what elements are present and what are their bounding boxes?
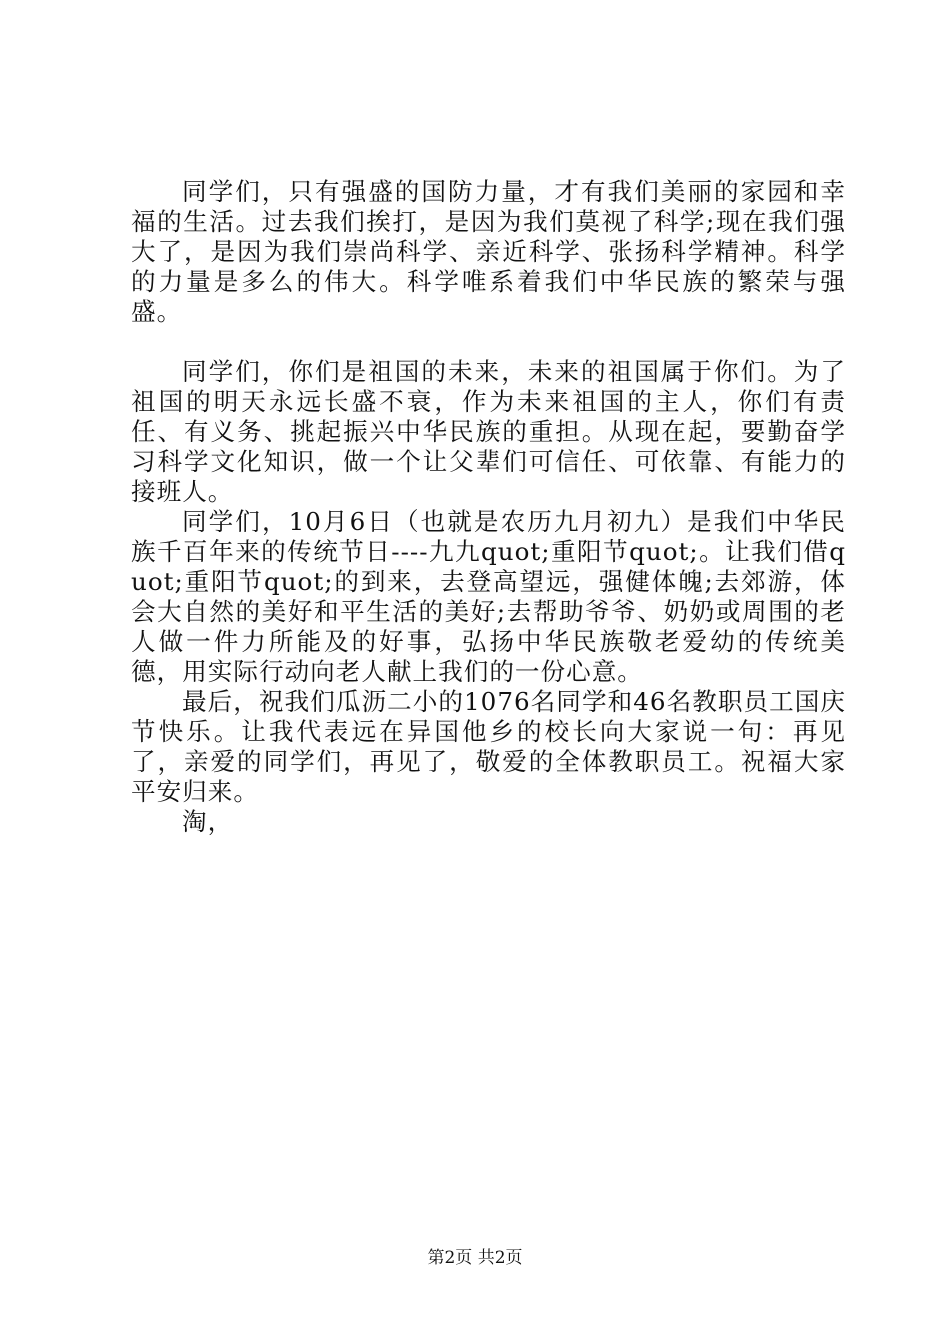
paragraph-defense: 同学们，只有强盛的国防力量，才有我们美丽的家园和幸福的生活。过去我们挨打，是因为我们莫视了科学;现在我们强大了，是因为我们崇尚科学、亲近科学、张扬科学精神。科学的力量是多么的伟大。科学唯系着我们中华民族的繁荣与强盛。 [131, 177, 846, 326]
page-number-footer: 第2页 共2页 [427, 1248, 523, 1268]
document-body [131, 177, 846, 837]
paragraph-spacer [131, 327, 846, 357]
paragraph-fragment: 淘， [182, 807, 234, 836]
paragraph-double-ninth: 同学们，10月6日（也就是农历九月初九）是我们中华民族千百年来的传统节日----九九quot;重阳节quot;。让我们借quot;重阳节quot;的到来，去登高望远，强健体魄;去郊游，体会大自然的美好和平生活的美好;去帮助爷爷、奶奶或周围的老人做一件力所能及的好事，弘扬中华民族敬老爱幼的传统美德，用实际行动向老人献上我们的一份心意。 [131, 507, 846, 686]
paragraph-future: 同学们，你们是祖国的未来，未来的祖国属于你们。为了祖国的明天永远长盛不衰，作为未来祖国的主人，你们有责任、有义务、挑起振兴中华民族的重担。从现在起，要勤奋学习科学文化知识，做一个让父辈们可信任、可依靠、有能力的接班人。 [131, 357, 846, 506]
paragraph-closing: 最后，祝我们瓜沥二小的1076名同学和46名教职员工国庆节快乐。让我代表远在异国他乡的校长向大家说一句：再见了，亲爱的同学们，再见了，敬爱的全体教职员工。祝福大家平安归来。 [131, 687, 846, 806]
